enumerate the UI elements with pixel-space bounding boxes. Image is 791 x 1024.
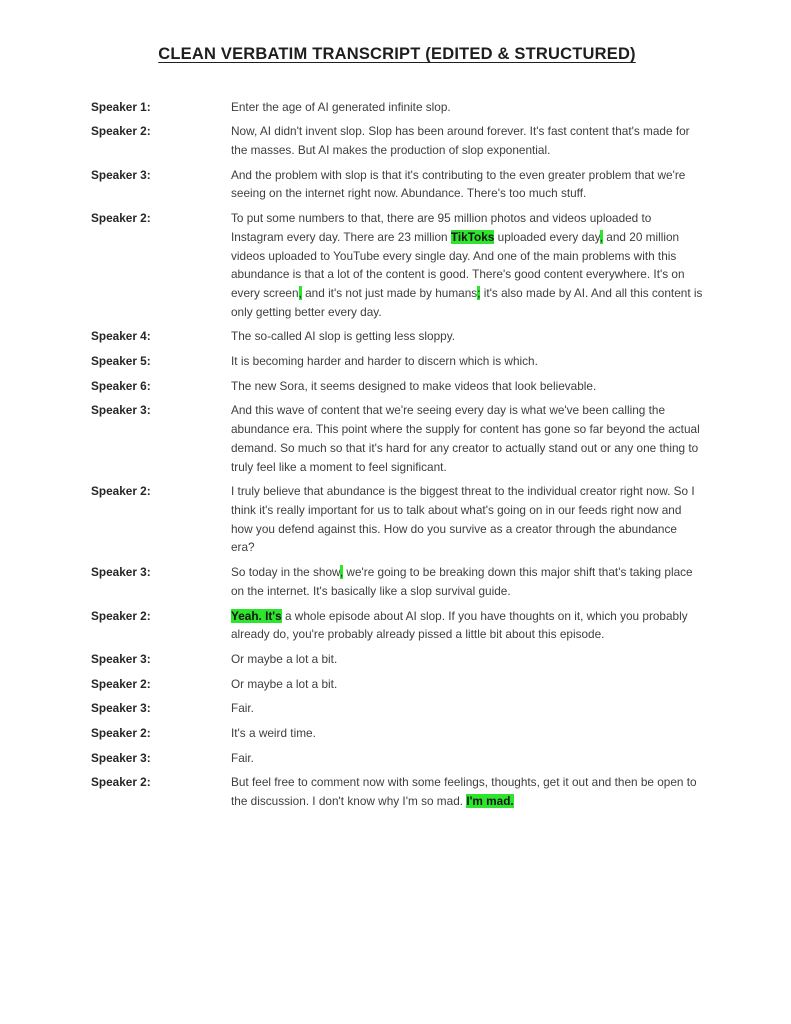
text-segment: we're going to be breaking down this major shift that's taking place on the internet. It's basically like a slop survival guide.: [231, 565, 696, 598]
transcript-entry: [91, 699, 703, 718]
text-segment: And this wave of content that we're seeing every day is what we've been calling the abundance era. This point where the supply for content has gone so far beyond the actual demand. So much so that it's hard for any creator to actually stand out or any one thing to truly feel like a moment to feel significant.: [231, 403, 703, 474]
highlight-mark: I'm mad.: [466, 794, 514, 809]
text-segment: It's a weird time.: [231, 726, 316, 741]
speaker-label: Speaker 1:: [91, 99, 151, 114]
speaker-label: Speaker 3:: [91, 167, 151, 182]
transcript-entry: [91, 209, 706, 321]
speaker-label: Speaker 2:: [91, 608, 151, 623]
speaker-label: Speaker 3:: [91, 565, 151, 580]
utterance-text: [231, 401, 703, 476]
text-segment: I truly believe that abundance is the biggest threat to the individual creator right now. So I think it's really important for us to talk about what's going on in our feeds right now and how you defend against this. How do you survive as a creator through the abundance era?: [231, 484, 698, 555]
speaker-label: Speaker 4:: [91, 329, 151, 344]
transcript-entry: [91, 327, 703, 346]
transcript-entry: [91, 724, 703, 743]
speaker-label: Speaker 3:: [91, 701, 151, 716]
utterance-text: [231, 166, 703, 203]
text-segment: The new Sora, it seems designed to make videos that look believable.: [231, 378, 597, 393]
text-segment: The so-called AI slop is getting less sloppy.: [231, 329, 456, 344]
highlight-mark: ;: [477, 285, 481, 300]
highlight-mark: ,: [599, 229, 604, 244]
text-segment: So today in the show: [231, 565, 340, 580]
transcript-entry: [91, 650, 703, 669]
text-segment: To put some numbers to that, there are 95 million photos and videos uploaded to Instagram every day. There are 23 million: [231, 211, 655, 244]
speaker-label: Speaker 3:: [91, 403, 151, 418]
document-title: CLEAN VERBATIM TRANSCRIPT (EDITED & STRUCTURED): [158, 45, 636, 63]
speaker-label: Speaker 6:: [91, 378, 151, 393]
text-segment: and it's not just made by humans: [301, 285, 478, 300]
transcript-entry: [91, 773, 703, 810]
transcript-body: [91, 98, 706, 811]
utterance-text: [231, 650, 703, 669]
utterance-text: [231, 209, 706, 321]
speaker-label: Speaker 2:: [91, 726, 151, 741]
text-segment: and 20 million videos uploaded to YouTube every single day. And one of the main problems with this abundance is that a lot of the content is good. There's good content everywhere. It's on every screen: [231, 229, 688, 300]
text-segment: But feel free to comment now with some feelings, thoughts, get it out and then be open to the discussion. I don't know why I'm so mad.: [231, 775, 700, 809]
speaker-label: Speaker 2:: [91, 484, 151, 499]
transcript-entry: [91, 607, 703, 644]
transcript-entry: [91, 482, 703, 557]
utterance-text: [231, 675, 703, 694]
transcript-entry: [91, 122, 703, 159]
utterance-text: [231, 773, 703, 810]
text-segment: Or maybe a lot a bit.: [231, 651, 338, 666]
utterance-text: [231, 352, 703, 371]
utterance-text: [231, 482, 703, 557]
text-segment: Fair.: [231, 701, 254, 716]
speaker-label: Speaker 2:: [91, 775, 151, 790]
highlight-mark: ,: [339, 565, 344, 580]
highlight-mark: TikToks: [450, 229, 495, 244]
speaker-label: Speaker 2:: [91, 676, 151, 691]
text-segment: it's also made by AI. And all this content is only getting better every day.: [231, 285, 706, 319]
utterance-text: [231, 563, 703, 600]
utterance-text: [231, 122, 703, 159]
text-segment: Enter the age of AI generated infinite slop.: [231, 99, 451, 114]
transcript-entry: [91, 166, 703, 203]
text-segment: uploaded every day: [494, 229, 600, 244]
transcript-entry: [91, 352, 703, 371]
speaker-label: Speaker 3:: [91, 750, 151, 765]
speaker-label: Speaker 5:: [91, 354, 151, 369]
highlight-mark: ,: [298, 285, 302, 300]
speaker-label: Speaker 3:: [91, 651, 151, 666]
utterance-text: [231, 327, 703, 346]
speaker-label: Speaker 2:: [91, 124, 151, 139]
highlight-mark: Yeah. It's: [231, 608, 282, 623]
utterance-text: [231, 98, 703, 117]
utterance-text: [231, 607, 703, 644]
utterance-text: [231, 699, 703, 718]
transcript-entry: [91, 401, 703, 476]
transcript-entry: [91, 675, 703, 694]
utterance-text: [231, 749, 703, 768]
utterance-text: [231, 724, 703, 743]
text-segment: It is becoming harder and harder to discern which is which.: [231, 354, 538, 369]
text-segment: Now, AI didn't invent slop. Slop has been around forever. It's fast content that's made for the masses. But AI makes the production of slop exponential.: [231, 124, 693, 158]
transcript-entry: [91, 98, 703, 117]
utterance-text: [231, 377, 703, 396]
text-segment: Or maybe a lot a bit.: [231, 676, 338, 691]
transcript-entry: [91, 377, 703, 396]
text-segment: a whole episode about AI slop. If you have thoughts on it, which you probably already do, you're probably already pissed a little bit about this episode.: [231, 608, 691, 642]
text-segment: And the problem with slop is that it's contributing to the even greater problem that we're seeing on the internet right now. Abundance. There's too much stuff.: [231, 167, 689, 201]
transcript-entry: [91, 563, 703, 600]
speaker-label: Speaker 2:: [91, 211, 151, 226]
transcript-entry: [91, 749, 703, 768]
text-segment: Fair.: [231, 750, 254, 765]
